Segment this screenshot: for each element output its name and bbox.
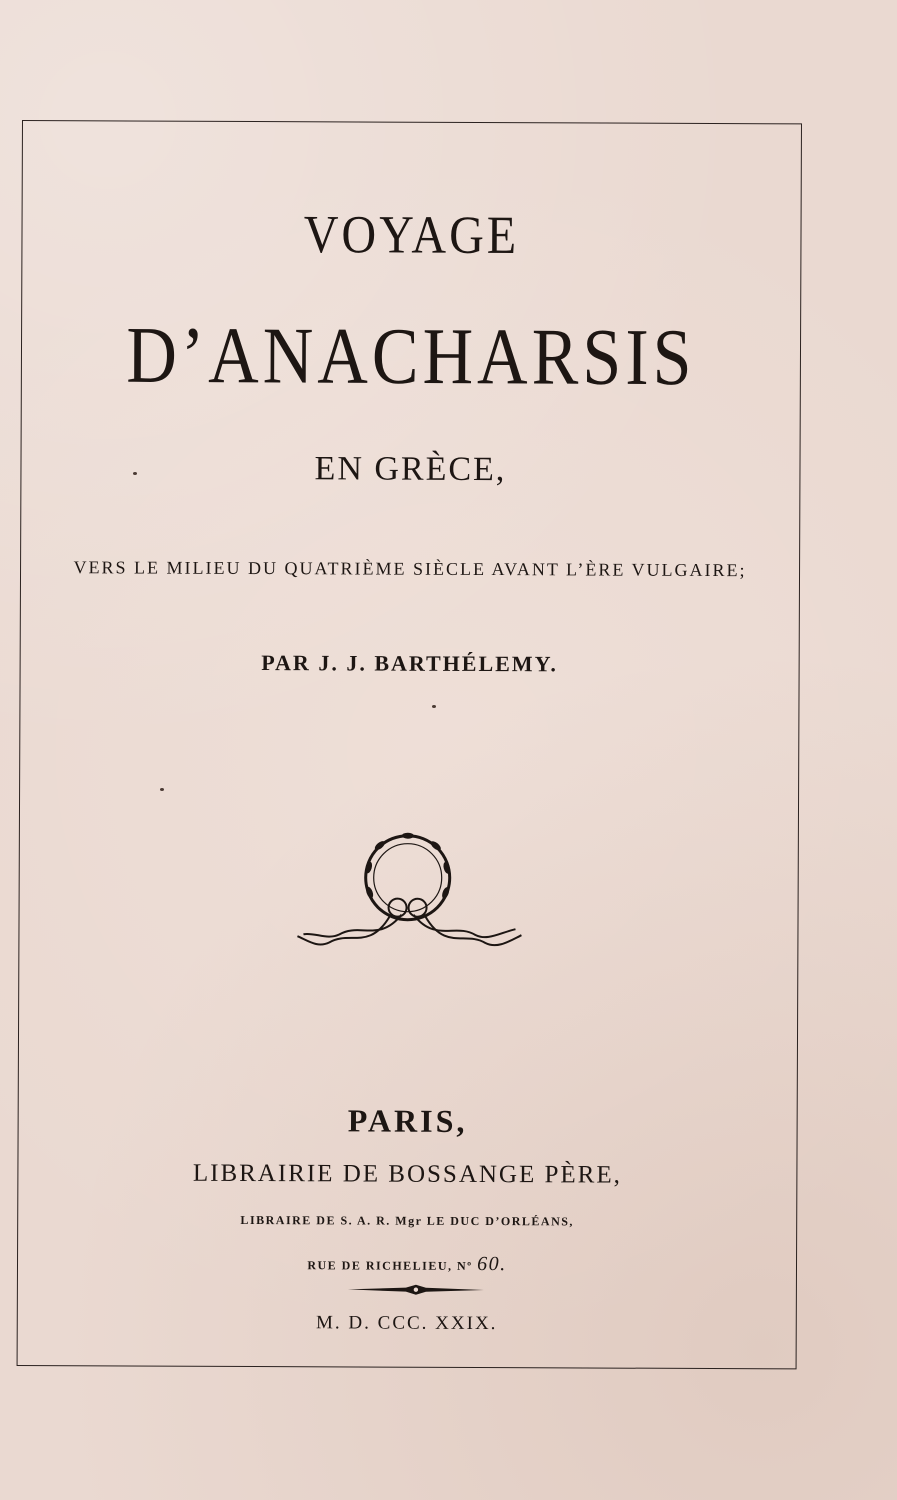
- imprint-publisher: LIBRAIRIE DE BOSSANGE PÈRE,: [192, 1159, 622, 1189]
- imprint-address-line: [18, 1251, 796, 1277]
- imprint-city: PARIS,: [347, 1102, 468, 1139]
- paper-speck: [133, 472, 137, 475]
- paper-speck: [432, 705, 436, 708]
- subtitle: VERS LE MILIEU DU QUATRIÈME SIÈCLE AVANT L’ÈRE VULGAIRE;: [73, 557, 747, 581]
- imprint-year: M. D. CCC. XXIX.: [316, 1312, 498, 1335]
- title-voyage: VOYAGE: [303, 205, 520, 266]
- title-en-grece: EN GRÈCE,: [314, 450, 507, 489]
- author-line: PAR J. J. BARTHÉLEMY.: [261, 650, 559, 677]
- paper-speck: [160, 788, 164, 791]
- imprint-address-number: 60.: [477, 1252, 507, 1276]
- imprint-detail: LIBRAIRE DE S. A. R. Mgr LE DUC D’ORLÉANS,: [240, 1212, 574, 1229]
- title-anacharsis: D’ANACHARSIS: [126, 311, 696, 403]
- wreath-with-ribbon-icon: [289, 822, 530, 963]
- page-border-frame: [17, 120, 802, 1369]
- imprint-address: RUE DE RICHELIEU, Nº: [307, 1258, 473, 1273]
- ornamental-rule-icon: [346, 1282, 486, 1297]
